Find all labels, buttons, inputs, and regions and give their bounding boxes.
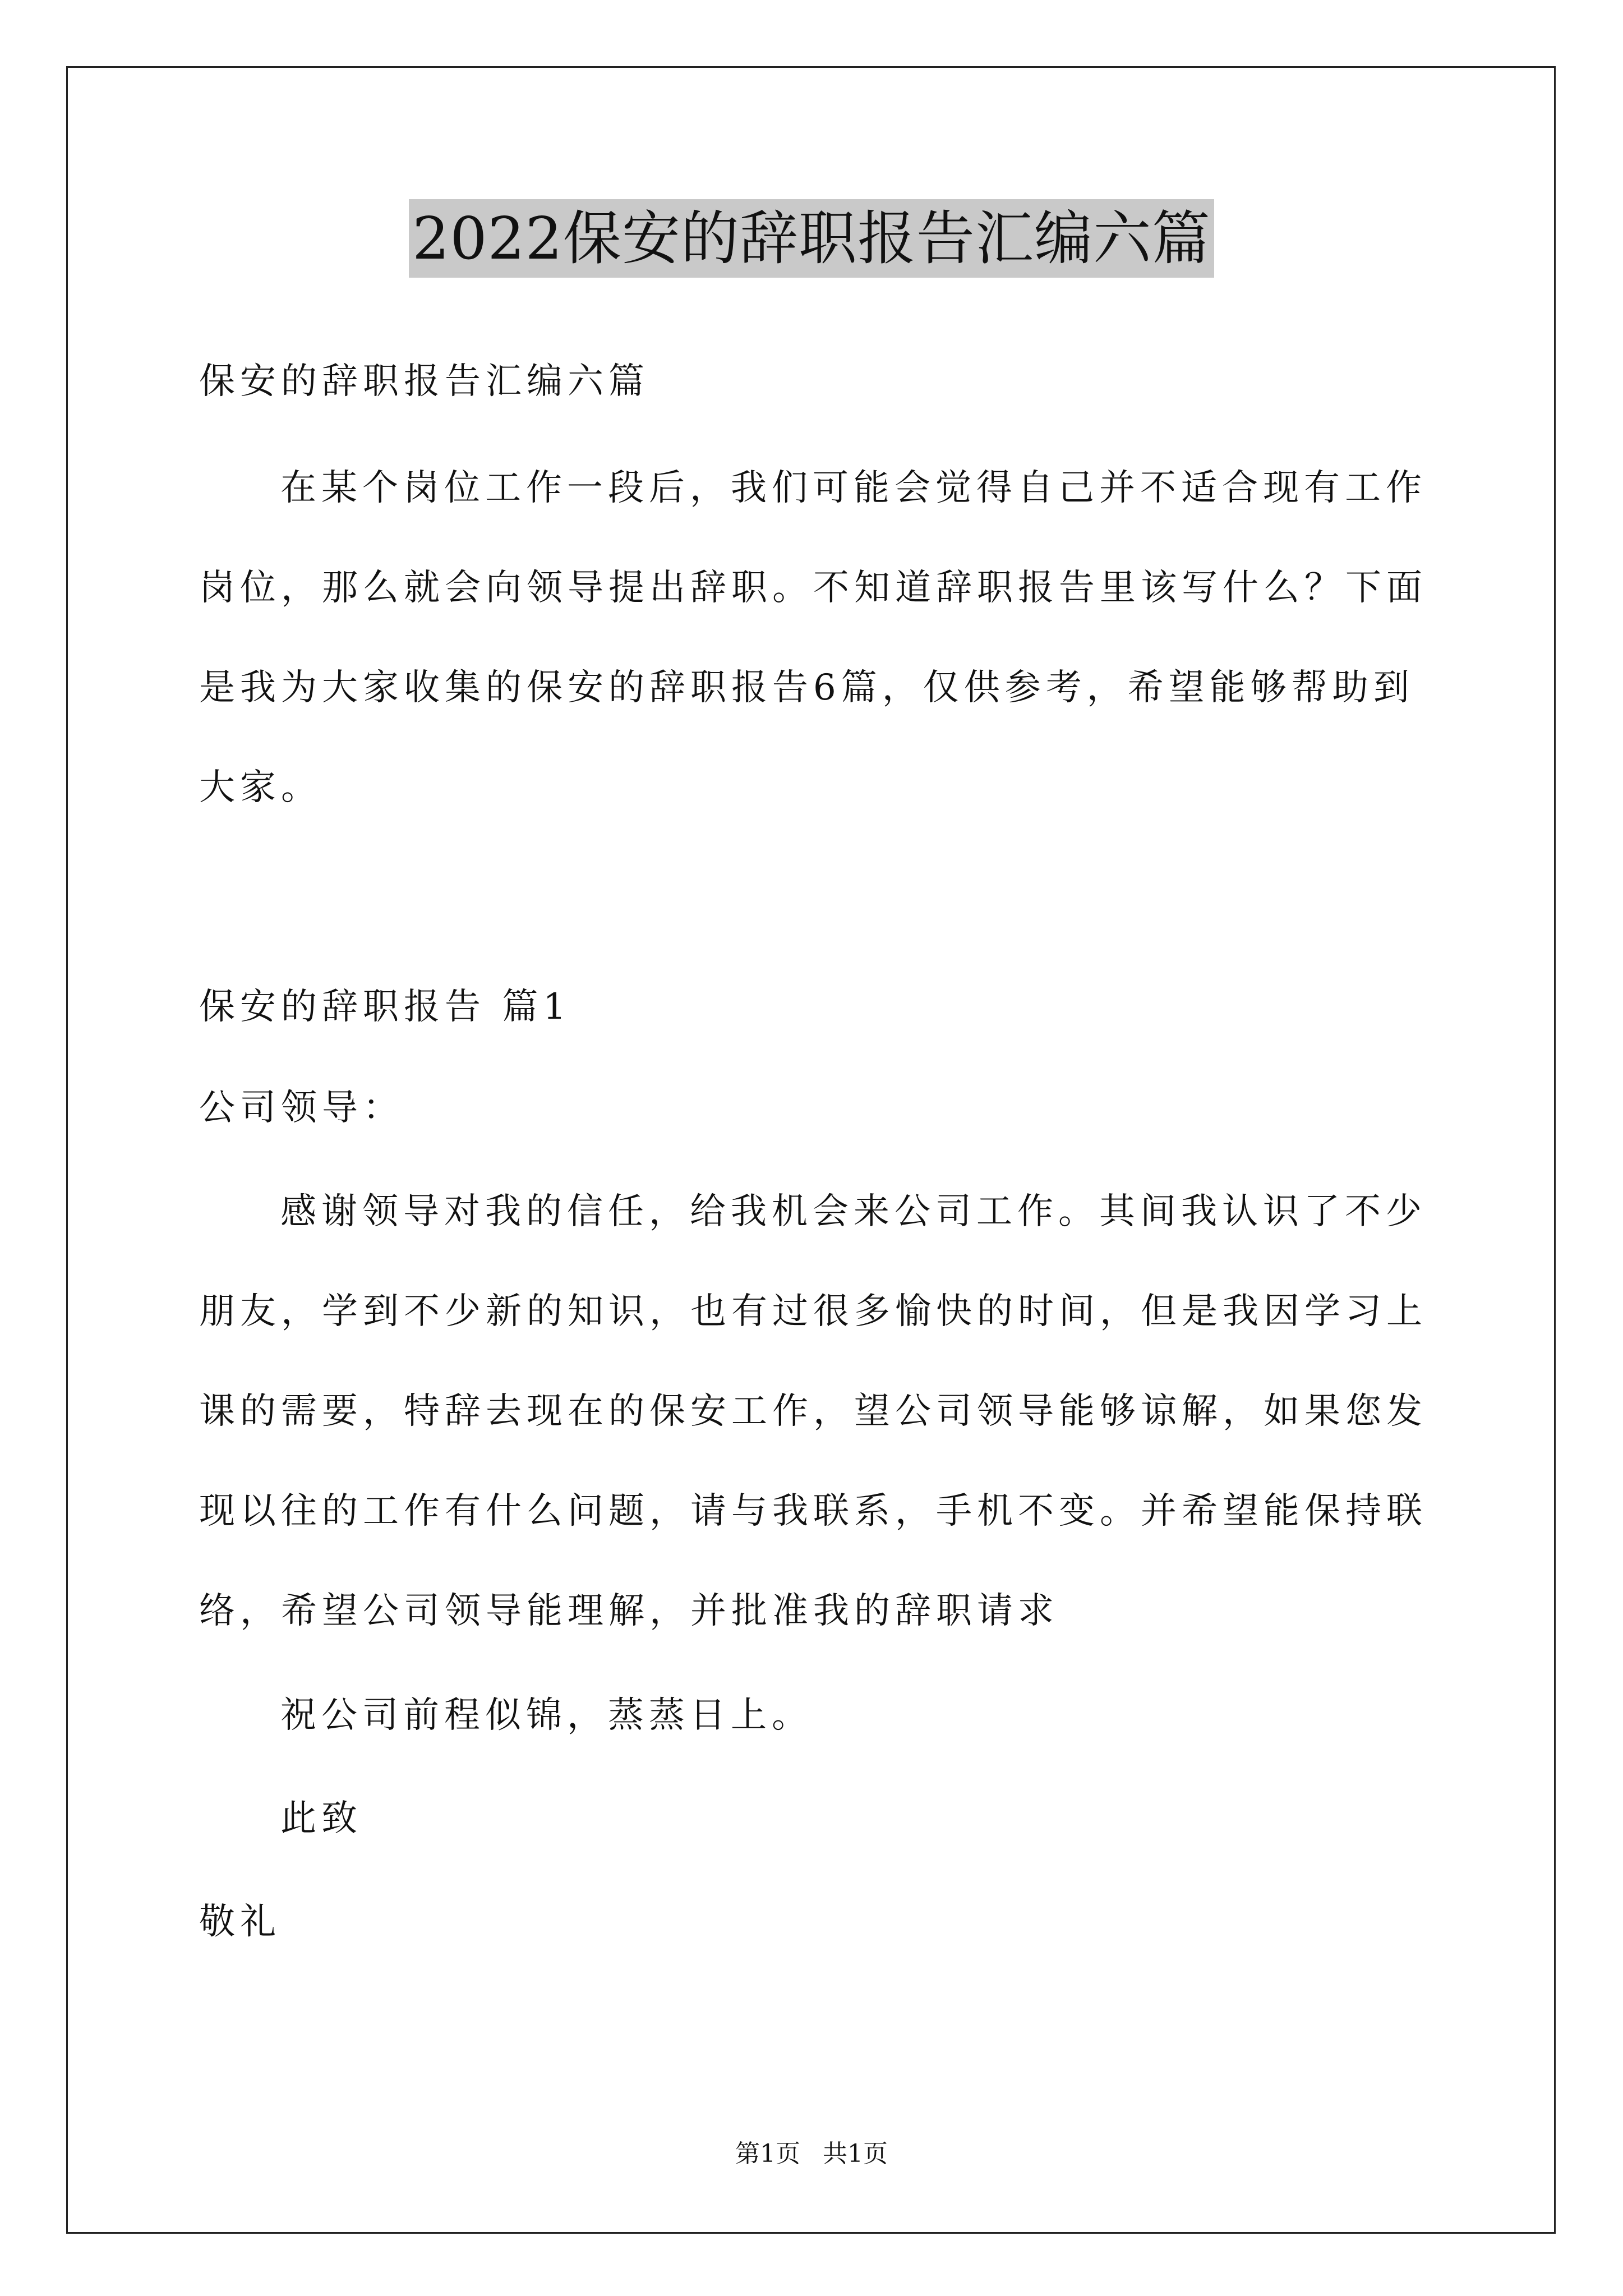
- intro-line: 岗位，那么就会向领导提出辞职。不知道辞职报告里该写什么？下面: [199, 567, 1427, 609]
- title-container: [0, 199, 1623, 278]
- body-line: 感谢领导对我的信任，给我机会来公司工作。其间我认识了不少: [280, 1191, 1427, 1232]
- closing-line: 敬礼: [199, 1901, 281, 1943]
- page-total: 共1页: [823, 2139, 888, 2168]
- intro-line: 在某个岗位工作一段后，我们可能会觉得自己并不适合现有工作: [280, 467, 1427, 509]
- intro-line: 大家。: [199, 767, 322, 808]
- page-number: 第1页: [735, 2139, 800, 2168]
- document-title: 2022保安的辞职报告汇编六篇: [409, 199, 1214, 278]
- body-line: 络，希望公司领导能理解，并批准我的辞职请求: [199, 1590, 1059, 1632]
- section-heading: 保安的辞职报告 篇1: [199, 986, 571, 1028]
- salutation: 公司领导：: [199, 1087, 404, 1129]
- subtitle: 保安的辞职报告汇编六篇: [199, 361, 649, 402]
- closing-line: 此致: [280, 1798, 362, 1839]
- body-line: 朋友，学到不少新的知识，也有过很多愉快的时间，但是我因学习上: [199, 1291, 1427, 1332]
- wish-line: 祝公司前程似锦，蒸蒸日上。: [280, 1695, 813, 1736]
- body-line: 课的需要，特辞去现在的保安工作，望公司领导能够谅解，如果您发: [199, 1391, 1427, 1432]
- intro-line: 是我为大家收集的保安的辞职报告6篇，仅供参考，希望能够帮助到: [199, 667, 1414, 708]
- body-line: 现以往的工作有什么问题，请与我联系，手机不变。并希望能保持联: [199, 1490, 1427, 1532]
- page-footer: [0, 2137, 1623, 2171]
